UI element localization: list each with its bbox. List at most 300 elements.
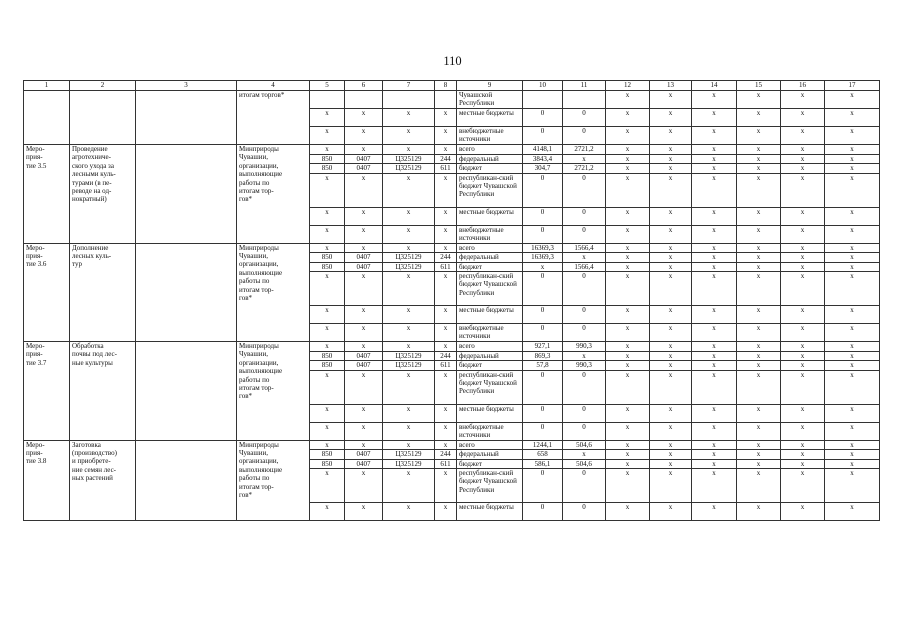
table-cell: 0 xyxy=(563,422,606,440)
cell-line: Чувашии, xyxy=(239,153,269,162)
table-cell: x xyxy=(737,503,781,521)
cell-line: Минприроды xyxy=(239,342,279,350)
table-cell: x xyxy=(692,404,737,422)
cell-line: работы по xyxy=(239,474,270,483)
table-cell: 0 xyxy=(563,324,606,342)
table-cell: x xyxy=(310,469,345,503)
table-cell: 990,3 xyxy=(563,342,606,352)
table-cell: x xyxy=(650,404,692,422)
table-cell: x xyxy=(737,262,781,272)
cell-line: агротехниче- xyxy=(72,153,111,162)
table-cell: x xyxy=(781,342,825,352)
table-cell: 990,3 xyxy=(563,361,606,371)
table-cell: x xyxy=(345,342,383,352)
executor xyxy=(237,145,310,244)
table-cell: x xyxy=(650,324,692,342)
budget-source: федеральный xyxy=(457,450,523,460)
table-cell: 0 xyxy=(523,306,563,324)
table-cell: x xyxy=(737,253,781,263)
table-cell: x xyxy=(692,145,737,155)
table-cell: x xyxy=(606,342,650,352)
table-cell: x xyxy=(606,145,650,155)
table-cell: x xyxy=(737,173,781,207)
cell-line: Минприроды xyxy=(239,440,279,449)
table-cell: x xyxy=(383,503,435,521)
table-cell: x xyxy=(606,262,650,272)
table-cell: x xyxy=(781,173,825,207)
cell-line: организации, xyxy=(239,457,279,466)
budget-source: местные бюджеты xyxy=(457,404,523,422)
table-cell: x xyxy=(606,207,650,225)
table-cell: x xyxy=(435,440,457,450)
table-cell: x xyxy=(692,361,737,371)
table-cell: x xyxy=(345,503,383,521)
table-cell: x xyxy=(825,109,880,127)
table-cell: x xyxy=(737,207,781,225)
table-cell: 850 xyxy=(310,459,345,469)
table-cell: x xyxy=(310,422,345,440)
measure-name xyxy=(70,243,136,342)
table-cell: x xyxy=(737,225,781,243)
table-cell: x xyxy=(825,324,880,342)
table-cell: x xyxy=(310,404,345,422)
table-cell: x xyxy=(650,361,692,371)
cell-line: прия- xyxy=(26,350,43,359)
table-cell: x xyxy=(737,404,781,422)
cell-line: прия- xyxy=(26,153,43,162)
cell-line: гов* xyxy=(239,392,253,401)
table-cell: x xyxy=(606,361,650,371)
table-cell: 658 xyxy=(523,450,563,460)
table-cell: x xyxy=(692,306,737,324)
table-cell: 850 xyxy=(310,253,345,263)
table-cell: 0 xyxy=(563,306,606,324)
table-cell: x xyxy=(781,351,825,361)
table-cell: 504,6 xyxy=(563,459,606,469)
table-cell: 611 xyxy=(435,361,457,371)
table-cell: x xyxy=(692,91,737,109)
table-cell: x xyxy=(825,422,880,440)
table-cell: 0 xyxy=(563,370,606,404)
cell-line: Минприроды xyxy=(239,243,279,252)
table-cell xyxy=(563,91,606,109)
table-cell: 0 xyxy=(523,404,563,422)
table-cell: x xyxy=(737,351,781,361)
measure-name xyxy=(70,440,136,521)
cell-line: Меро- xyxy=(26,145,45,153)
table-cell: x xyxy=(825,164,880,174)
table-cell: x xyxy=(692,164,737,174)
table-cell: x xyxy=(383,225,435,243)
table-cell: 244 xyxy=(435,351,457,361)
budget-source: внебюджетные источники xyxy=(457,225,523,243)
cell-line: итогам тор- xyxy=(239,285,274,294)
table-cell: 0 xyxy=(523,370,563,404)
measure-target xyxy=(136,342,237,441)
cell-line: выполняющие xyxy=(239,367,283,376)
budget-source: местные бюджеты xyxy=(457,503,523,521)
table-cell: x xyxy=(692,422,737,440)
budget-source: федеральный xyxy=(457,154,523,164)
table-cell: x xyxy=(650,440,692,450)
cell-line: тур xyxy=(72,260,82,269)
table-cell: 850 xyxy=(310,450,345,460)
measure-name xyxy=(70,91,136,145)
table-cell: x xyxy=(606,422,650,440)
table-cell: 16369,3 xyxy=(523,243,563,253)
table-cell: 0407 xyxy=(345,154,383,164)
table-cell: 244 xyxy=(435,450,457,460)
table-cell: 57,8 xyxy=(523,361,563,371)
table-cell: x xyxy=(692,370,737,404)
table-cell: x xyxy=(825,91,880,109)
table-cell: x xyxy=(345,225,383,243)
cell-line: Минприроды xyxy=(239,145,279,153)
table-cell: 0 xyxy=(523,503,563,521)
measure-id xyxy=(24,342,70,441)
table-cell: x xyxy=(737,272,781,306)
table-cell: x xyxy=(737,459,781,469)
table-cell: x xyxy=(650,459,692,469)
table-cell: 2721,2 xyxy=(563,164,606,174)
executor xyxy=(237,91,310,145)
table-cell: 0 xyxy=(563,503,606,521)
table-cell: x xyxy=(781,145,825,155)
cell-line: и приобрете- xyxy=(72,457,111,466)
budget-source: бюджет xyxy=(457,164,523,174)
table-cell: 4148,1 xyxy=(523,145,563,155)
table-cell: x xyxy=(737,109,781,127)
table-cell: x xyxy=(310,243,345,253)
table-cell: 850 xyxy=(310,361,345,371)
table-cell: x xyxy=(435,173,457,207)
table-cell: x xyxy=(781,272,825,306)
budget-source: всего xyxy=(457,145,523,155)
table-cell: Ц325129 xyxy=(383,253,435,263)
table-cell: x xyxy=(650,422,692,440)
table-cell: x xyxy=(606,503,650,521)
table-cell: x xyxy=(650,306,692,324)
budget-source: республикан-ский бюджет Чувашской Республики xyxy=(457,173,523,207)
table-cell: 244 xyxy=(435,253,457,263)
table-row xyxy=(24,145,880,155)
table-cell: x xyxy=(345,272,383,306)
table-cell: x xyxy=(825,370,880,404)
table-cell: x xyxy=(692,450,737,460)
table-cell: x xyxy=(383,145,435,155)
table-cell xyxy=(523,91,563,109)
table-cell: 611 xyxy=(435,262,457,272)
cell-line: Меро- xyxy=(26,342,45,350)
table-cell: x xyxy=(825,450,880,460)
measure-id xyxy=(24,145,70,244)
table-cell: 0 xyxy=(563,207,606,225)
budget-source: местные бюджеты xyxy=(457,109,523,127)
table-cell: x xyxy=(825,262,880,272)
measure-name xyxy=(70,342,136,441)
table-cell: 0407 xyxy=(345,351,383,361)
table-cell: Ц325129 xyxy=(383,450,435,460)
column-number: 10 xyxy=(523,81,563,91)
cell-line: реводе на од- xyxy=(72,187,112,196)
table-cell: x xyxy=(825,173,880,207)
table-cell: 0 xyxy=(563,225,606,243)
table-cell xyxy=(345,91,383,109)
table-cell: x xyxy=(435,145,457,155)
table-cell: 0 xyxy=(563,127,606,145)
table-cell: x xyxy=(825,154,880,164)
table-cell: x xyxy=(345,469,383,503)
table-cell: 0 xyxy=(523,173,563,207)
table-cell: x xyxy=(383,272,435,306)
table-cell: x xyxy=(737,243,781,253)
table-cell: 1566,4 xyxy=(563,243,606,253)
cell-line: ского ухода за xyxy=(72,161,114,170)
table-cell: x xyxy=(781,253,825,263)
cell-line: Обработка xyxy=(72,342,104,350)
table-cell: x xyxy=(781,207,825,225)
budget-source: всего xyxy=(457,342,523,352)
measure-target xyxy=(136,91,237,145)
column-number: 4 xyxy=(237,81,310,91)
table-cell: x xyxy=(781,127,825,145)
table-cell: x xyxy=(606,324,650,342)
column-number: 9 xyxy=(457,81,523,91)
table-cell: x xyxy=(606,173,650,207)
table-cell: x xyxy=(650,145,692,155)
executor xyxy=(237,243,310,342)
table-cell: x xyxy=(606,154,650,164)
table-cell: 1566,4 xyxy=(563,262,606,272)
table-cell: x xyxy=(606,243,650,253)
table-cell: x xyxy=(650,127,692,145)
cell-line: выполняющие xyxy=(239,170,283,179)
measure-id xyxy=(24,243,70,342)
table-cell: x xyxy=(345,243,383,253)
column-number: 11 xyxy=(563,81,606,91)
table-cell: x xyxy=(692,324,737,342)
table-cell: x xyxy=(737,342,781,352)
cell-line: итогам тор- xyxy=(239,384,274,393)
table-cell: 927,1 xyxy=(523,342,563,352)
table-cell: x xyxy=(606,253,650,263)
table-cell: x xyxy=(383,109,435,127)
table-cell: x xyxy=(383,422,435,440)
table-cell: x xyxy=(737,469,781,503)
table-cell: x xyxy=(737,361,781,371)
executor xyxy=(237,440,310,521)
budget-source: федеральный xyxy=(457,253,523,263)
table-cell: x xyxy=(692,207,737,225)
table-cell: x xyxy=(692,154,737,164)
budget-source: внебюджетные источники xyxy=(457,422,523,440)
table-cell: x xyxy=(345,306,383,324)
table-cell: x xyxy=(737,91,781,109)
table-cell: x xyxy=(650,450,692,460)
table-cell: x xyxy=(781,225,825,243)
table-cell: x xyxy=(737,370,781,404)
table-cell: x xyxy=(781,469,825,503)
measure-target xyxy=(136,145,237,244)
column-number: 2 xyxy=(70,81,136,91)
budget-source: республикан-ский бюджет Чувашской Республики xyxy=(457,469,523,503)
table-cell: x xyxy=(781,361,825,371)
table-cell: x xyxy=(737,127,781,145)
table-cell: x xyxy=(650,370,692,404)
table-cell: x xyxy=(692,440,737,450)
table-cell: x xyxy=(310,370,345,404)
cell-line: лесных куль- xyxy=(72,251,112,260)
table-cell: 0 xyxy=(523,422,563,440)
table-cell: x xyxy=(435,422,457,440)
table-cell xyxy=(435,91,457,109)
table-cell: 1244,1 xyxy=(523,440,563,450)
cell-line: тие 3.5 xyxy=(26,161,47,170)
table-cell: x xyxy=(692,253,737,263)
cell-line: ных растений xyxy=(72,474,113,483)
cell-line: работы по xyxy=(239,375,270,384)
table-cell: x xyxy=(650,272,692,306)
budget-source: всего xyxy=(457,243,523,253)
cell-line: тие 3.8 xyxy=(26,457,47,466)
table-cell: x xyxy=(781,306,825,324)
measure-id xyxy=(24,440,70,521)
cell-line: прия- xyxy=(26,448,43,457)
cell-line: итогам тор- xyxy=(239,187,274,196)
budget-table xyxy=(23,80,880,521)
table-cell: x xyxy=(435,342,457,352)
cell-line: организации, xyxy=(239,161,279,170)
table-cell: x xyxy=(435,324,457,342)
table-cell: x xyxy=(383,370,435,404)
table-cell: x xyxy=(825,225,880,243)
table-cell: x xyxy=(650,207,692,225)
table-cell: x xyxy=(650,253,692,263)
table-cell: x xyxy=(781,324,825,342)
table-cell: 0407 xyxy=(345,450,383,460)
cell-line: Дополнение xyxy=(72,243,109,252)
table-cell: 850 xyxy=(310,262,345,272)
table-cell: x xyxy=(781,459,825,469)
column-number: 13 xyxy=(650,81,692,91)
table-cell: x xyxy=(692,351,737,361)
table-cell: x xyxy=(606,127,650,145)
table-cell: x xyxy=(435,207,457,225)
cell-line: гов* xyxy=(239,195,253,204)
table-cell: x xyxy=(650,173,692,207)
table-cell: x xyxy=(692,127,737,145)
table-cell: x xyxy=(383,243,435,253)
table-cell: x xyxy=(692,243,737,253)
table-cell: x xyxy=(310,342,345,352)
table-cell: x xyxy=(825,404,880,422)
measure-target xyxy=(136,243,237,342)
table-cell: 304,7 xyxy=(523,164,563,174)
table-cell: x xyxy=(825,272,880,306)
cell-line: Заготовка xyxy=(72,440,101,449)
table-cell: x xyxy=(563,450,606,460)
table-cell: x xyxy=(650,109,692,127)
table-cell: x xyxy=(781,262,825,272)
table-cell: x xyxy=(310,207,345,225)
table-cell: x xyxy=(383,207,435,225)
table-cell: x xyxy=(692,262,737,272)
table-cell: x xyxy=(737,450,781,460)
table-cell: x xyxy=(383,440,435,450)
column-number: 5 xyxy=(310,81,345,91)
table-cell: x xyxy=(435,272,457,306)
budget-source: внебюджетные источники xyxy=(457,127,523,145)
table-cell: 850 xyxy=(310,351,345,361)
budget-source: республикан-ский бюджет Чувашской Республики xyxy=(457,272,523,306)
table-cell: 0 xyxy=(523,272,563,306)
table-cell: x xyxy=(345,422,383,440)
table-cell: x xyxy=(650,164,692,174)
table-cell: x xyxy=(650,262,692,272)
table-cell: x xyxy=(606,91,650,109)
cell-line: выполняющие xyxy=(239,465,283,474)
table-cell: x xyxy=(825,127,880,145)
cell-line: тие 3.7 xyxy=(26,358,47,367)
table-cell: x xyxy=(606,225,650,243)
table-cell: x xyxy=(383,342,435,352)
cell-line: выполняющие xyxy=(239,268,283,277)
table-cell: x xyxy=(345,173,383,207)
budget-source: федеральный xyxy=(457,351,523,361)
table-cell: x xyxy=(606,370,650,404)
column-number: 1 xyxy=(24,81,70,91)
table-cell xyxy=(383,91,435,109)
table-cell: x xyxy=(435,370,457,404)
cell-line: (производство) xyxy=(72,448,117,457)
table-cell: x xyxy=(650,469,692,503)
cell-line: почвы под лес- xyxy=(72,350,117,359)
cell-line: ние семян лес- xyxy=(72,465,117,474)
table-cell: x xyxy=(606,459,650,469)
table-cell: x xyxy=(383,173,435,207)
table-cell: Ц325129 xyxy=(383,351,435,361)
column-number: 3 xyxy=(136,81,237,91)
table-cell: x xyxy=(345,109,383,127)
table-cell: 611 xyxy=(435,459,457,469)
budget-source: всего xyxy=(457,440,523,450)
column-number: 15 xyxy=(737,81,781,91)
table-cell: x xyxy=(650,503,692,521)
table-cell: x xyxy=(825,459,880,469)
table-cell: Ц325129 xyxy=(383,361,435,371)
table-cell: 0407 xyxy=(345,459,383,469)
budget-source: бюджет xyxy=(457,262,523,272)
table-cell: x xyxy=(345,404,383,422)
cell-line: Проведение xyxy=(72,145,108,153)
table-cell: x xyxy=(435,469,457,503)
table-cell: 3843,4 xyxy=(523,154,563,164)
table-cell: x xyxy=(606,164,650,174)
table-cell: 586,1 xyxy=(523,459,563,469)
column-number: 17 xyxy=(825,81,880,91)
table-cell: 2721,2 xyxy=(563,145,606,155)
cell-line: лесными куль- xyxy=(72,170,116,179)
table-cell: x xyxy=(435,243,457,253)
table-cell: x xyxy=(563,253,606,263)
table-cell: x xyxy=(692,173,737,207)
table-cell: x xyxy=(737,145,781,155)
table-cell: x xyxy=(692,503,737,521)
table-cell xyxy=(310,91,345,109)
table-cell: x xyxy=(345,127,383,145)
budget-source: местные бюджеты xyxy=(457,207,523,225)
table-cell: x xyxy=(650,154,692,164)
